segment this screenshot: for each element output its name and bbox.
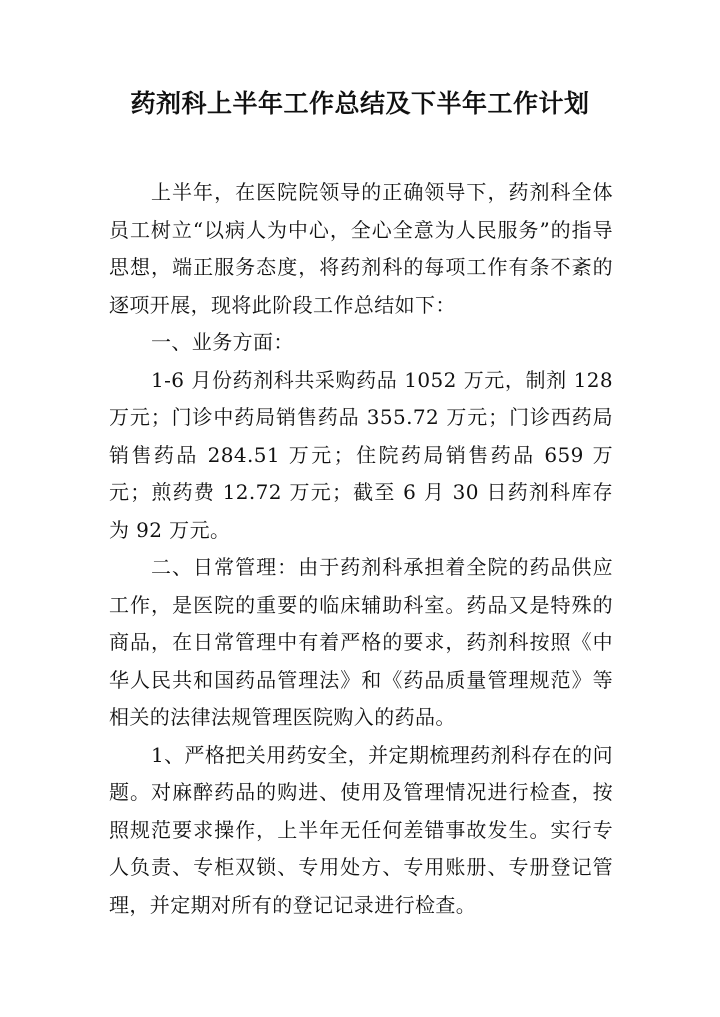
section-heading-business: 一、业务方面： bbox=[151, 330, 294, 354]
paragraph-business-figures: 1-6 月份药剂科共采购药品 1052 万元，制剂 128 万元；门诊中药局销售药品 355.72 万元；门诊西药局销售药品 284.51 万元；住院药局销售药品 659 万元；煎药费 12.72 万元；截至 6 月 30 日药剂科库存为 92 万元。 bbox=[109, 367, 613, 542]
paragraph-daily-management: 二、日常管理：由于药剂科承担着全院的药品供应工作，是医院的重要的临床辅助科室。药品又是特殊的商品，在日常管理中有着严格的要求，药剂科按照《中华人民共和国药品管理法》和《药品质量管理规范》等相关的法律法规管理医院购入的药品。 bbox=[109, 555, 613, 729]
document-title: 药剂科上半年工作总结及下半年工作计划 bbox=[130, 89, 590, 118]
paragraph-intro: 上半年，在医院院领导的正确领导下，药剂科全体员工树立“以病人为中心，全心全意为人民服务”的指导思想，端正服务态度，将药剂科的每项工作有条不紊的逐项开展，现将此阶段工作总结如下： bbox=[109, 180, 613, 317]
paragraph-drug-safety: 1、严格把关用药安全，并定期梳理药剂科存在的问题。对麻醉药品的购进、使用及管理情况进行检查，按照规范要求操作，上半年无任何差错事故发生。实行专人负责、专柜双锁、专用处方、专用账册、专册登记管理，并定期对所有的登记记录进行检查。 bbox=[109, 742, 613, 917]
document-body bbox=[109, 174, 613, 924]
